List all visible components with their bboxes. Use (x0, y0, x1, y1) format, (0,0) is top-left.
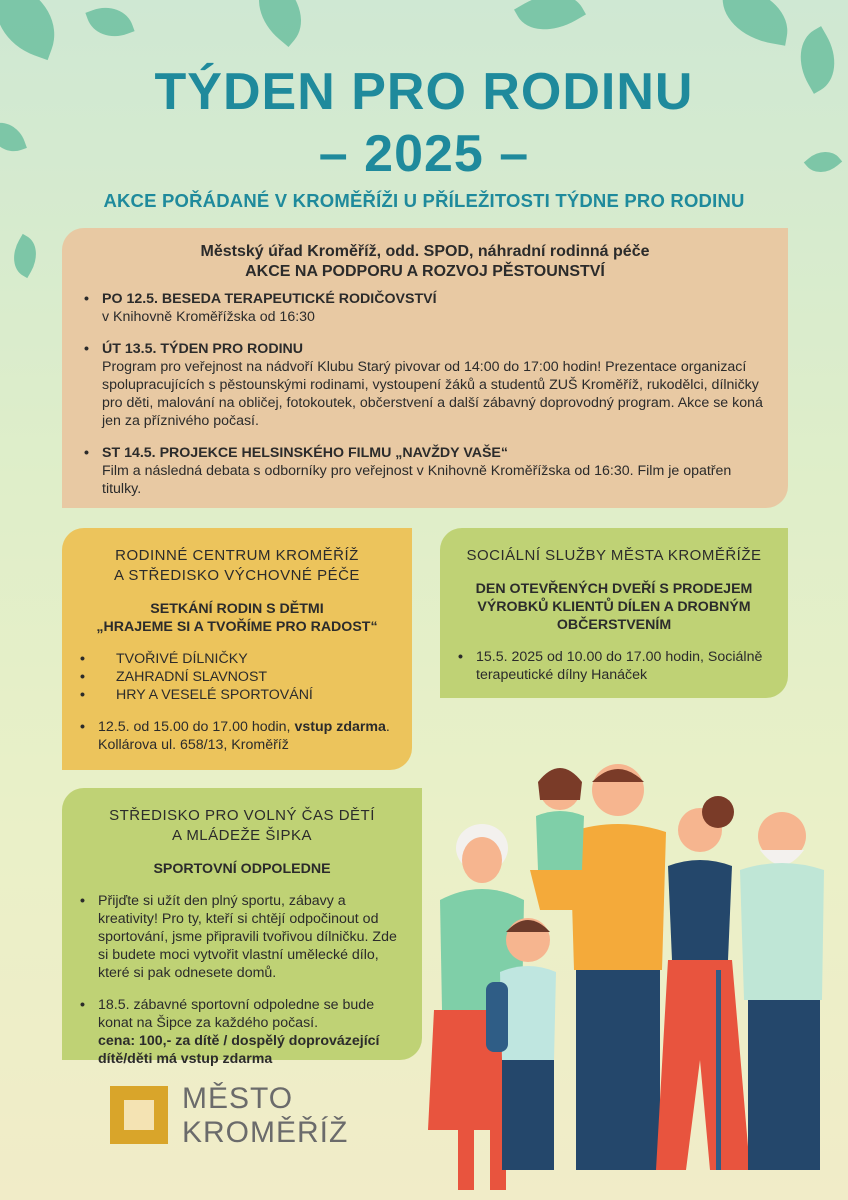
logo-line2: KROMĚŘÍŽ (182, 1116, 349, 1149)
leaf-decoration (5, 234, 46, 278)
leaf-decoration (243, 0, 318, 47)
page-title: TÝDEN PRO RODINU (154, 63, 694, 121)
org-name: RODINNÉ CENTRUM KROMĚŘÍŽ (115, 547, 359, 564)
event-title-line2: „HRAJEME SI A TVOŘÍME PRO RADOST“ (96, 619, 378, 635)
family-illustration (410, 760, 848, 1200)
event-title: • ÚT 13.5. TÝDEN PRO RODINU (102, 341, 304, 357)
event-title-line2: VÝROBKŮ KLIENTŮ DÍLEN A DROBNÝM (477, 599, 751, 615)
leaf-decoration (514, 0, 586, 44)
event-text: v Knihovně Kroměřížska od 16:30 (102, 309, 315, 325)
city-logo (110, 1082, 380, 1152)
event-text: Program pro veřejnost na nádvoří Klubu Starý pivovar od 14:00 do 17:00 hodin! Prezentace organizací spolupracujících s pěstounskými rodinami, vystoupení žáků a studentů ZUŠ Kroměříž, rukodělci, dílničky pro děti, malování na obličej, fotokoutek, občerstvení a další zábavný doprovodný program. Akce se koná jen za příznivého počasí. (102, 359, 763, 429)
leaf-decoration (716, 0, 794, 46)
org-name: STŘEDISKO PRO VOLNÝ ČAS DĚTÍ (109, 807, 375, 824)
activity-item: • ZAHRADNÍ SLAVNOST (76, 668, 398, 686)
page-title-year: – 2025 – (318, 125, 530, 183)
page-subtitle: AKCE POŘÁDANÉ V KROMĚŘÍŽI U PŘÍLEŽITOSTI TÝDNE PRO RODINU (103, 190, 745, 211)
event-info-text: • 18.5. zábavné sportovní odpoledne se bude konat na Šipce za každého počasí. (98, 997, 375, 1031)
event-info (76, 996, 408, 1068)
event-price: cena: 100,- za dítě / dospělý doprovázející dítě/děti má vstup zdarma (98, 1033, 380, 1067)
leaf-decoration (0, 0, 68, 60)
event-title: SETKÁNÍ RODIN S DĚTMI (150, 601, 324, 617)
event-title: DEN OTEVŘENÝCH DVEŘÍ S PRODEJEM (475, 581, 753, 597)
event-title: • ST 14.5. PROJEKCE HELSINSKÉHO FILMU „NAVŽDY VAŠE“ (102, 445, 508, 461)
event-item (80, 444, 770, 498)
event-address: Kollárova ul. 658/13, Kroměříž (98, 737, 289, 753)
event-info (76, 718, 398, 754)
event-item (80, 340, 770, 430)
activity-item: • HRY A VESELÉ SPORTOVÁNÍ (76, 686, 398, 704)
box-heading: Městský úřad Kroměříž, odd. SPOD, náhradní rodinná péče (200, 243, 650, 260)
org-name: SOCIÁLNÍ SLUŽBY MĚSTA KROMĚŘÍŽE (466, 547, 762, 564)
city-logo-mark (110, 1086, 168, 1144)
org-name-line2: A STŘEDISKO VÝCHOVNÉ PÉČE (114, 567, 360, 584)
city-logo-text (182, 1082, 348, 1150)
event-info-text: 12.5. od 15.00 do 17.00 hodin, (98, 719, 291, 735)
event-info-end: . (385, 719, 390, 735)
event-text: Film a následná debata s odborníky pro veřejnost v Knihovně Kroměřížska od 16:30. Film je opatřen titulky. (102, 463, 732, 497)
event-info: • 15.5. 2025 od 10.00 do 17.00 hodin, Sociálně terapeutické dílny Hanáček (454, 648, 774, 684)
social-services-box (440, 528, 788, 698)
event-title: SPORTOVNÍ ODPOLEDNE (153, 861, 331, 877)
activity-item: • TVOŘIVÉ DÍLNIČKY (76, 650, 398, 668)
free-entry-label: vstup zdarma (294, 719, 386, 735)
event-title: • PO 12.5. BESEDA TERAPEUTICKÉ RODIČOVSTVÍ (102, 291, 437, 307)
org-name-line2: A MLÁDEŽE ŠIPKA (171, 827, 313, 844)
spod-events-box (62, 228, 788, 508)
dad-figure (570, 764, 666, 1170)
logo-line1: MĚSTO (182, 1082, 294, 1115)
mom-figure (656, 796, 750, 1170)
family-centre-box (62, 528, 412, 770)
event-description: • Přijďte si užít den plný sportu, zábavy a kreativity! Pro ty, kteří si chtějí odpočinout od sportování, jsme připravili tvořivou dílničku. Zde si budete moci vytvořit vlastní umělecké dílo, které si pak odnesete domů. (76, 892, 408, 982)
event-item (80, 290, 770, 326)
event-title-line3: OBČERSTVENÍM (556, 617, 672, 633)
leaf-decoration (85, 0, 134, 45)
sipka-box (62, 788, 422, 1067)
box-heading-sub: AKCE NA PODPORU A ROZVOJ PĚSTOUNSTVÍ (245, 263, 605, 280)
